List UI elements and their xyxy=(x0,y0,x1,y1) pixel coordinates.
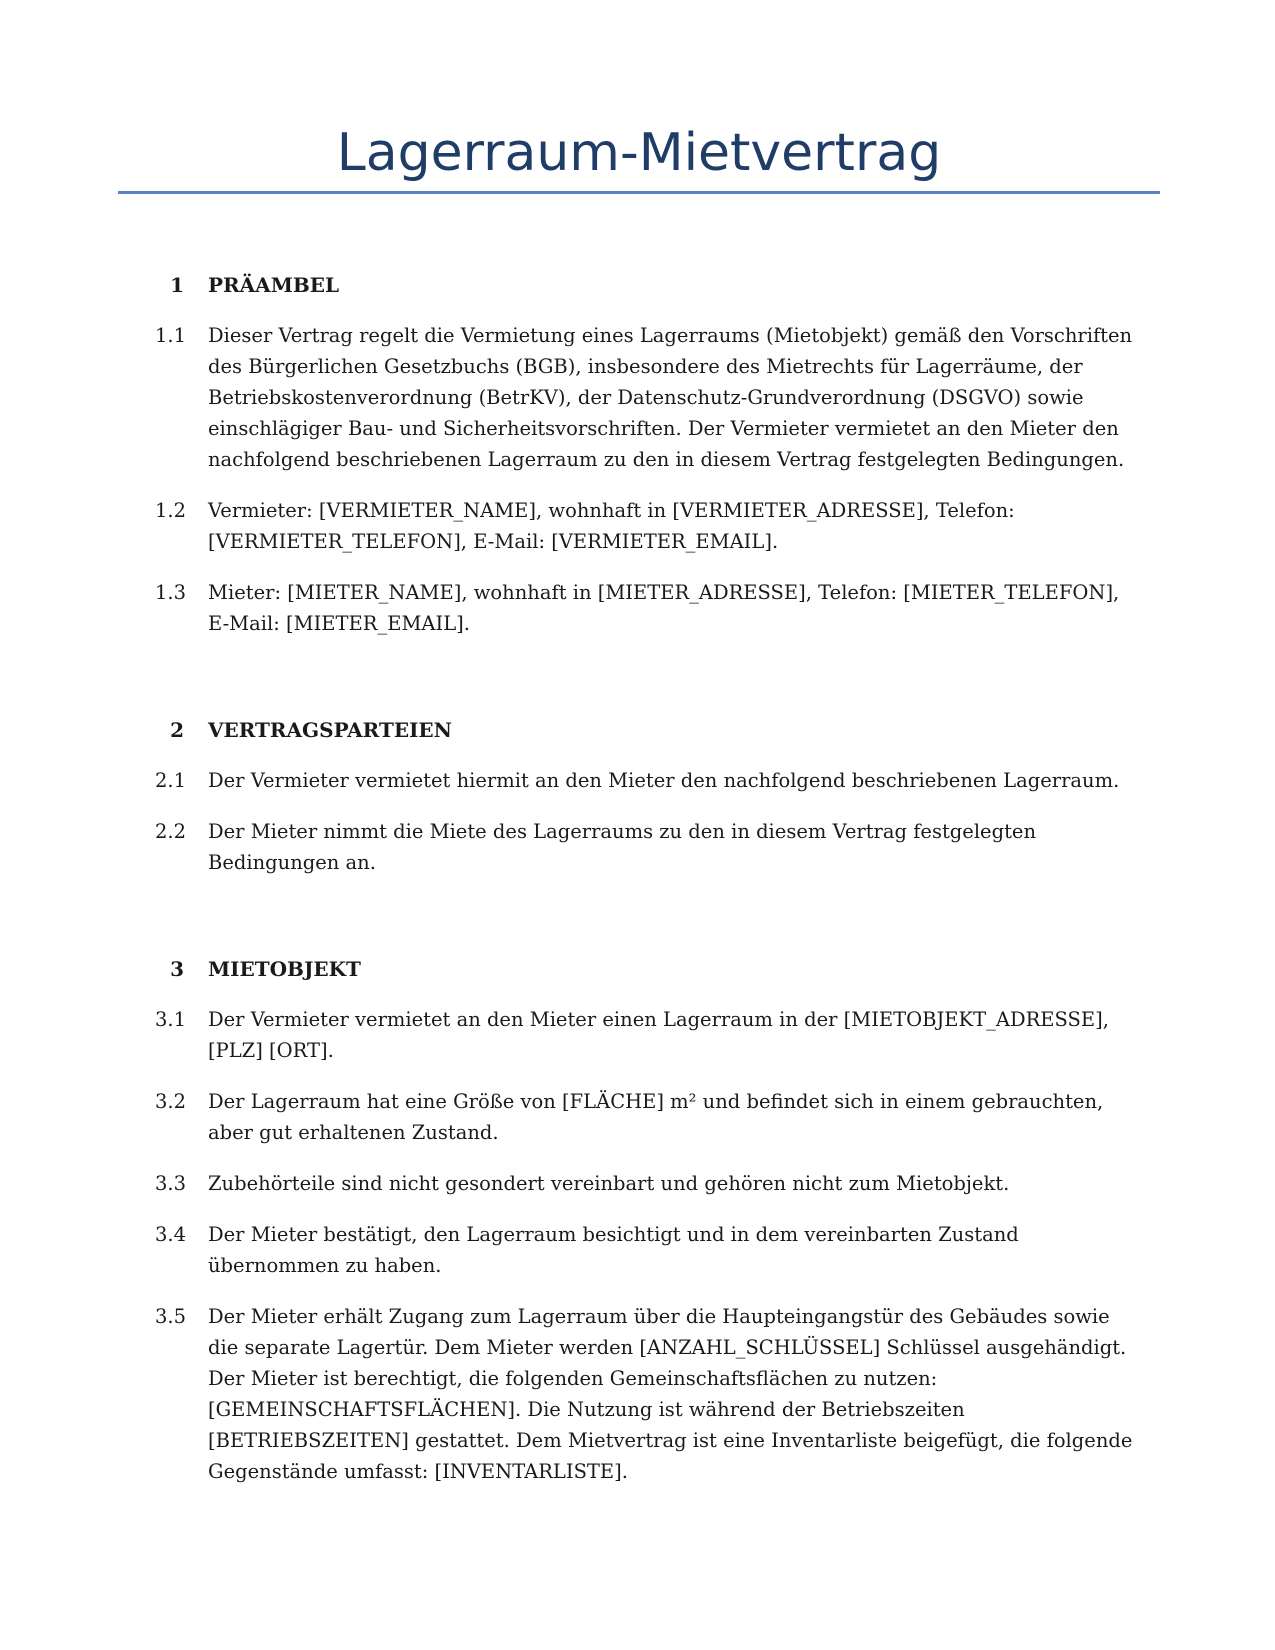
section-number: 3 xyxy=(170,957,184,981)
clause-text: Der Vermieter vermietet an den Mieter einen Lagerraum in der [MIETOBJEKT_ADRESSE], [PLZ] [ORT]. xyxy=(208,1008,1109,1062)
clause-1-1 xyxy=(0,320,1275,475)
title-underline xyxy=(118,191,1160,194)
clause-number: 3.1 xyxy=(154,1008,186,1031)
clause-number: 3.3 xyxy=(154,1172,186,1195)
clause-3-2 xyxy=(0,1086,1275,1148)
clause-number: 3.2 xyxy=(154,1090,186,1113)
clause-number: 2.2 xyxy=(154,820,186,843)
clause-number: 3.5 xyxy=(154,1305,186,1328)
clause-3-1 xyxy=(0,1004,1275,1066)
section-mietobjekt xyxy=(0,954,1275,1487)
clause-number: 1.1 xyxy=(154,324,186,347)
section-vertragsparteien xyxy=(0,715,1275,878)
clause-number: 3.4 xyxy=(154,1223,186,1246)
section-heading xyxy=(0,270,1275,300)
clause-text: Vermieter: [VERMIETER_NAME], wohnhaft in [VERMIETER_ADRESSE], Telefon: [VERMIETER_TELEFON], E-Mail: [VERMIETER_EMAIL]. xyxy=(208,499,1015,553)
clause-text: Der Mieter bestätigt, den Lagerraum besichtigt und in dem vereinbarten Zustand übernommen zu haben. xyxy=(208,1223,1019,1277)
document-title: Lagerraum-Mietvertrag xyxy=(336,123,942,183)
section-number: 2 xyxy=(170,718,184,742)
clause-number: 2.1 xyxy=(154,769,186,792)
section-heading xyxy=(0,954,1275,984)
clause-1-3 xyxy=(0,577,1275,639)
clause-3-3 xyxy=(0,1168,1275,1199)
clause-3-4 xyxy=(0,1219,1275,1281)
clause-text: Mieter: [MIETER_NAME], wohnhaft in [MIETER_ADRESSE], Telefon: [MIETER_TELEFON], E-Mail: [MIETER_EMAIL]. xyxy=(208,581,1120,635)
section-title: VERTRAGSPARTEIEN xyxy=(208,718,452,742)
clause-2-1 xyxy=(0,765,1275,796)
clause-text: Zubehörteile sind nicht gesondert vereinbart und gehören nicht zum Mietobjekt. xyxy=(208,1172,1010,1195)
section-number: 1 xyxy=(170,273,184,297)
section-title: PRÄAMBEL xyxy=(208,273,340,297)
clause-text: Der Lagerraum hat eine Größe von [FLÄCHE] m² und befindet sich in einem gebrauchten, aber gut erhaltenen Zustand. xyxy=(208,1090,1104,1144)
section-title: MIETOBJEKT xyxy=(208,957,361,981)
clause-text: Der Vermieter vermietet hiermit an den Mieter den nachfolgend beschriebenen Lagerraum. xyxy=(208,769,1120,792)
section-heading xyxy=(0,715,1275,745)
clause-text: Dieser Vertrag regelt die Vermietung eines Lagerraums (Mietobjekt) gemäß den Vorschriften des Bürgerlichen Gesetzbuchs (BGB), insbesondere des Mietrechts für Lagerräume, der Betriebskostenverordnung (BetrKV), der Datenschutz-Grundverordnung (DSGVO) sowie einschlägiger Bau- und Sicherheitsvorschriften. Der Vermieter vermietet an den Mieter den nachfolgend beschriebenen Lagerraum zu den in diesem Vertrag festgelegten Bedingungen. xyxy=(208,324,1133,471)
clause-3-5 xyxy=(0,1301,1275,1487)
clause-number: 1.2 xyxy=(154,499,186,522)
clause-text: Der Mieter erhält Zugang zum Lagerraum über die Haupteingangstür des Gebäudes sowie die separate Lagertür. Dem Mieter werden [ANZAHL_SCHLÜSSEL] Schlüssel ausgehändigt. Der Mieter ist berechtigt, die folgenden Gemeinschaftsflächen zu nutzen: [GEMEINSCHAFTSFLÄCHEN]. Die Nutzung ist während der Betriebszeiten [BETRIEBSZEITEN] gestattet. Dem Mietvertrag ist eine Inventarliste beigefügt, die folgende Gegenstände umfasst: [INVENTARLISTE]. xyxy=(208,1305,1133,1483)
clause-2-2 xyxy=(0,816,1275,878)
clause-text: Der Mieter nimmt die Miete des Lagerraums zu den in diesem Vertrag festgelegten Bedingungen an. xyxy=(208,820,1037,874)
section-praeambel xyxy=(0,270,1275,639)
clause-number: 1.3 xyxy=(154,581,186,604)
clause-1-2 xyxy=(0,495,1275,557)
